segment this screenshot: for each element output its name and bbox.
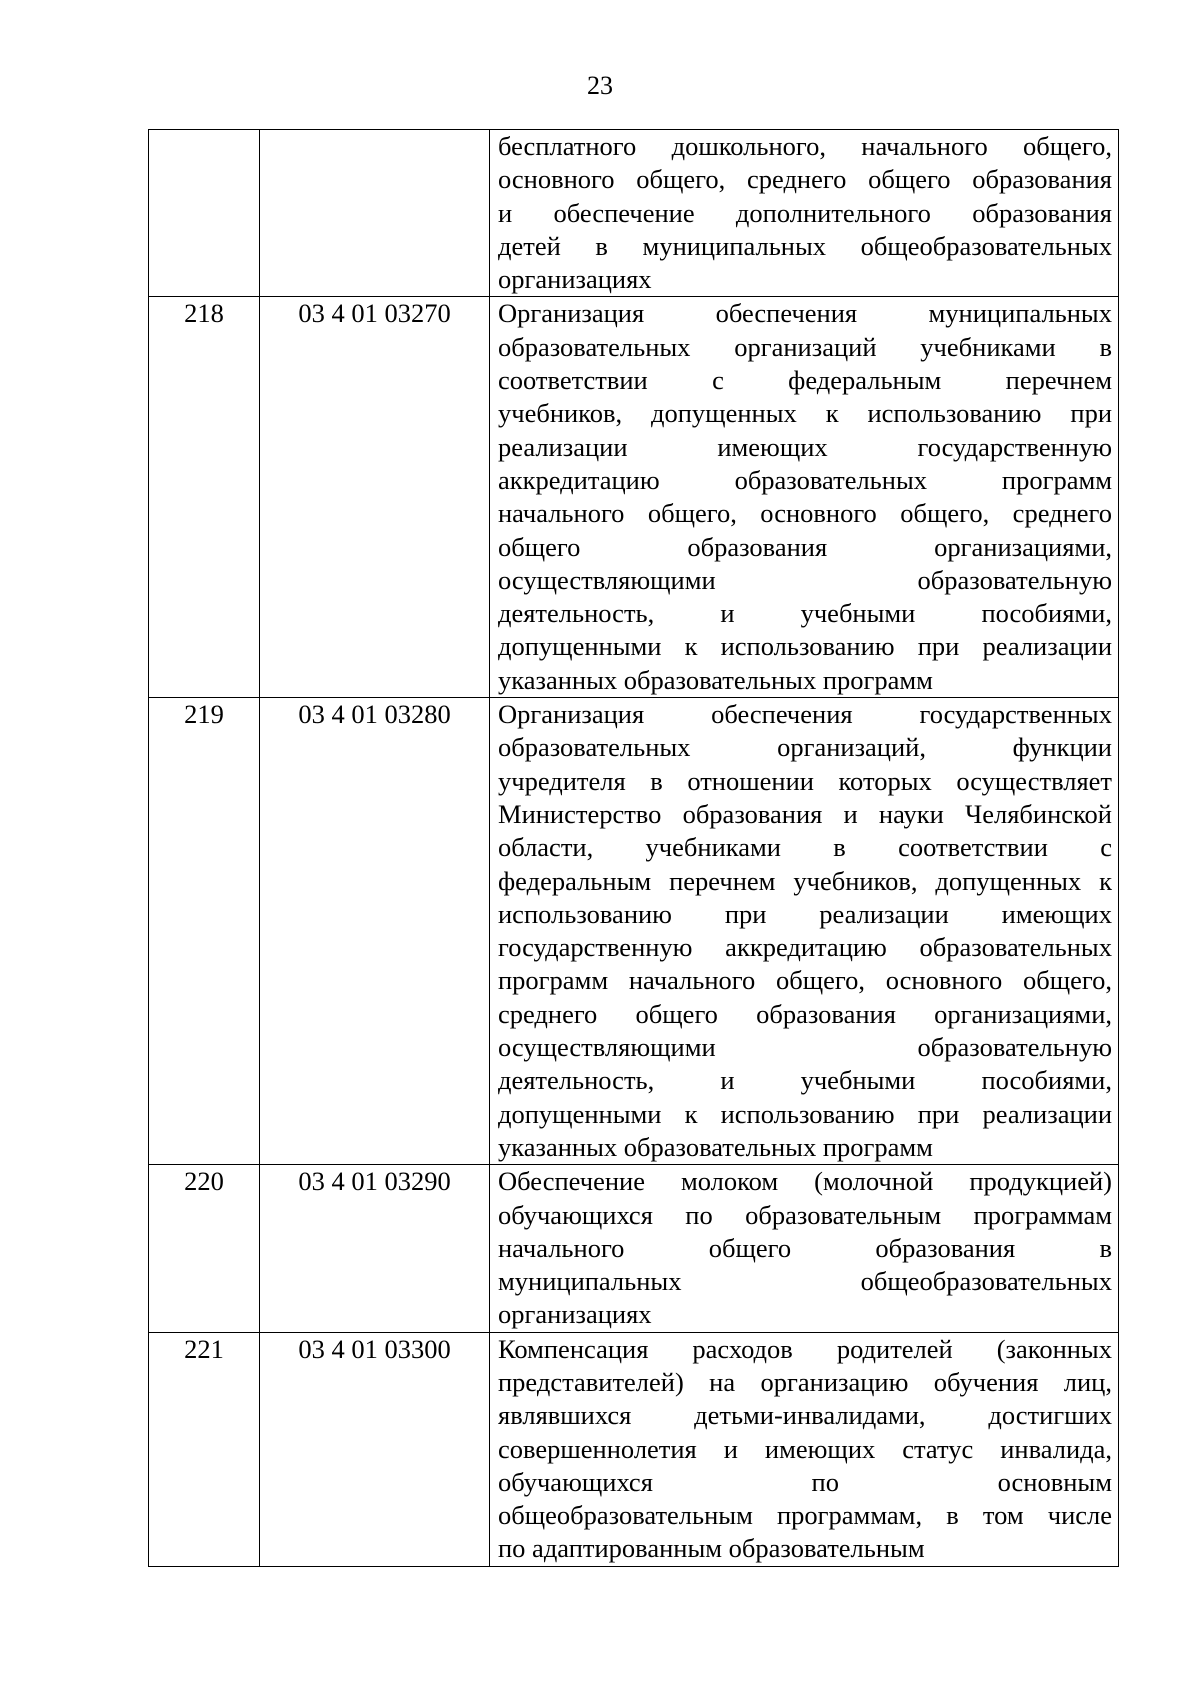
description-line: осуществляющими образовательную: [498, 1032, 1112, 1063]
table-row: [149, 1165, 1119, 1332]
description-line: реализации имеющих государственную: [498, 431, 1112, 462]
description-line: являвшихся детьми-инвалидами, достигших: [498, 1400, 1112, 1431]
description-line: допущенными к использованию при реализации: [498, 631, 1112, 662]
description-line: и обеспечение дополнительного образования: [498, 197, 1112, 228]
description-line: учредителя в отношении которых осуществляет: [498, 765, 1112, 796]
description-line: образовательных организаций учебниками в: [498, 331, 1112, 362]
description-line: деятельность, и учебными пособиями,: [498, 598, 1112, 629]
table-row: [149, 130, 1119, 297]
description-line: организациях: [498, 264, 652, 295]
code-cell: 03 4 01 03280: [260, 698, 490, 1165]
code-cell: 03 4 01 03290: [260, 1165, 490, 1332]
description-cell: [490, 1165, 1119, 1332]
table-row: [149, 698, 1119, 1165]
row-number-cell: 220: [149, 1165, 260, 1332]
description-line: среднего общего образования организациями,: [498, 998, 1112, 1029]
description-line: начального общего, основного общего, среднего: [498, 498, 1112, 529]
description-line: по адаптированным образовательным: [498, 1533, 925, 1564]
description-line: бесплатного дошкольного, начального общего,: [498, 131, 1112, 161]
description-line: государственную аккредитацию образовательных: [498, 932, 1112, 963]
table-row: [149, 1332, 1119, 1566]
description-line: области, учебниками в соответствии с: [498, 832, 1112, 863]
description-line: Обеспечение молоком (молочной продукцией): [498, 1166, 1112, 1197]
description-line: использованию при реализации имеющих: [498, 898, 1112, 929]
description-line: совершеннолетия и имеющих статус инвалида,: [498, 1433, 1112, 1464]
description-line: обучающихся по образовательным программам: [498, 1199, 1112, 1230]
page-number: 23: [587, 71, 613, 100]
code-cell: 03 4 01 03270: [260, 297, 490, 698]
description-line: организациях: [498, 1299, 652, 1330]
budget-classification-table: [148, 129, 1119, 1567]
table-row: [149, 297, 1119, 698]
description-line: учебников, допущенных к использованию при: [498, 398, 1112, 429]
description-line: допущенными к использованию при реализации: [498, 1098, 1112, 1129]
description-cell: [490, 698, 1119, 1165]
row-number-cell: [149, 130, 260, 297]
description-line: муниципальных общеобразовательных: [498, 1266, 1112, 1297]
row-number-cell: 218: [149, 297, 260, 698]
code-cell: 03 4 01 03300: [260, 1332, 490, 1566]
description-line: деятельность, и учебными пособиями,: [498, 1065, 1112, 1096]
description-cell: [490, 297, 1119, 698]
description-line: общего образования организациями,: [498, 531, 1112, 562]
description-line: Организация обеспечения муниципальных: [498, 298, 1112, 329]
table-body: [149, 130, 1119, 1567]
description-line: общеобразовательным программам, в том числе: [498, 1500, 1112, 1531]
description-line: основного общего, среднего общего образования: [498, 164, 1112, 195]
description-line: начального общего образования в: [498, 1232, 1112, 1263]
description-line: соответствии с федеральным перечнем: [498, 365, 1112, 396]
description-line: обучающихся по основным: [498, 1466, 1112, 1497]
row-number-cell: 221: [149, 1332, 260, 1566]
description-line: указанных образовательных программ: [498, 664, 933, 695]
row-number-cell: 219: [149, 698, 260, 1165]
description-line: Министерство образования и науки Челябинской: [498, 798, 1112, 829]
description-line: детей в муниципальных общеобразовательных: [498, 230, 1112, 261]
description-line: Компенсация расходов родителей (законных: [498, 1333, 1112, 1364]
code-cell: [260, 130, 490, 297]
description-line: осуществляющими образовательную: [498, 564, 1112, 595]
description-line: образовательных организаций, функции: [498, 732, 1112, 763]
description-line: аккредитацию образовательных программ: [498, 464, 1112, 495]
description-cell: [490, 1332, 1119, 1566]
description-cell: [490, 130, 1119, 297]
description-line: федеральным перечнем учебников, допущенных к: [498, 865, 1112, 896]
description-line: Организация обеспечения государственных: [498, 699, 1112, 730]
description-line: указанных образовательных программ: [498, 1131, 933, 1162]
description-line: программ начального общего, основного общего,: [498, 965, 1112, 996]
description-line: представителей) на организацию обучения лиц,: [498, 1366, 1112, 1397]
